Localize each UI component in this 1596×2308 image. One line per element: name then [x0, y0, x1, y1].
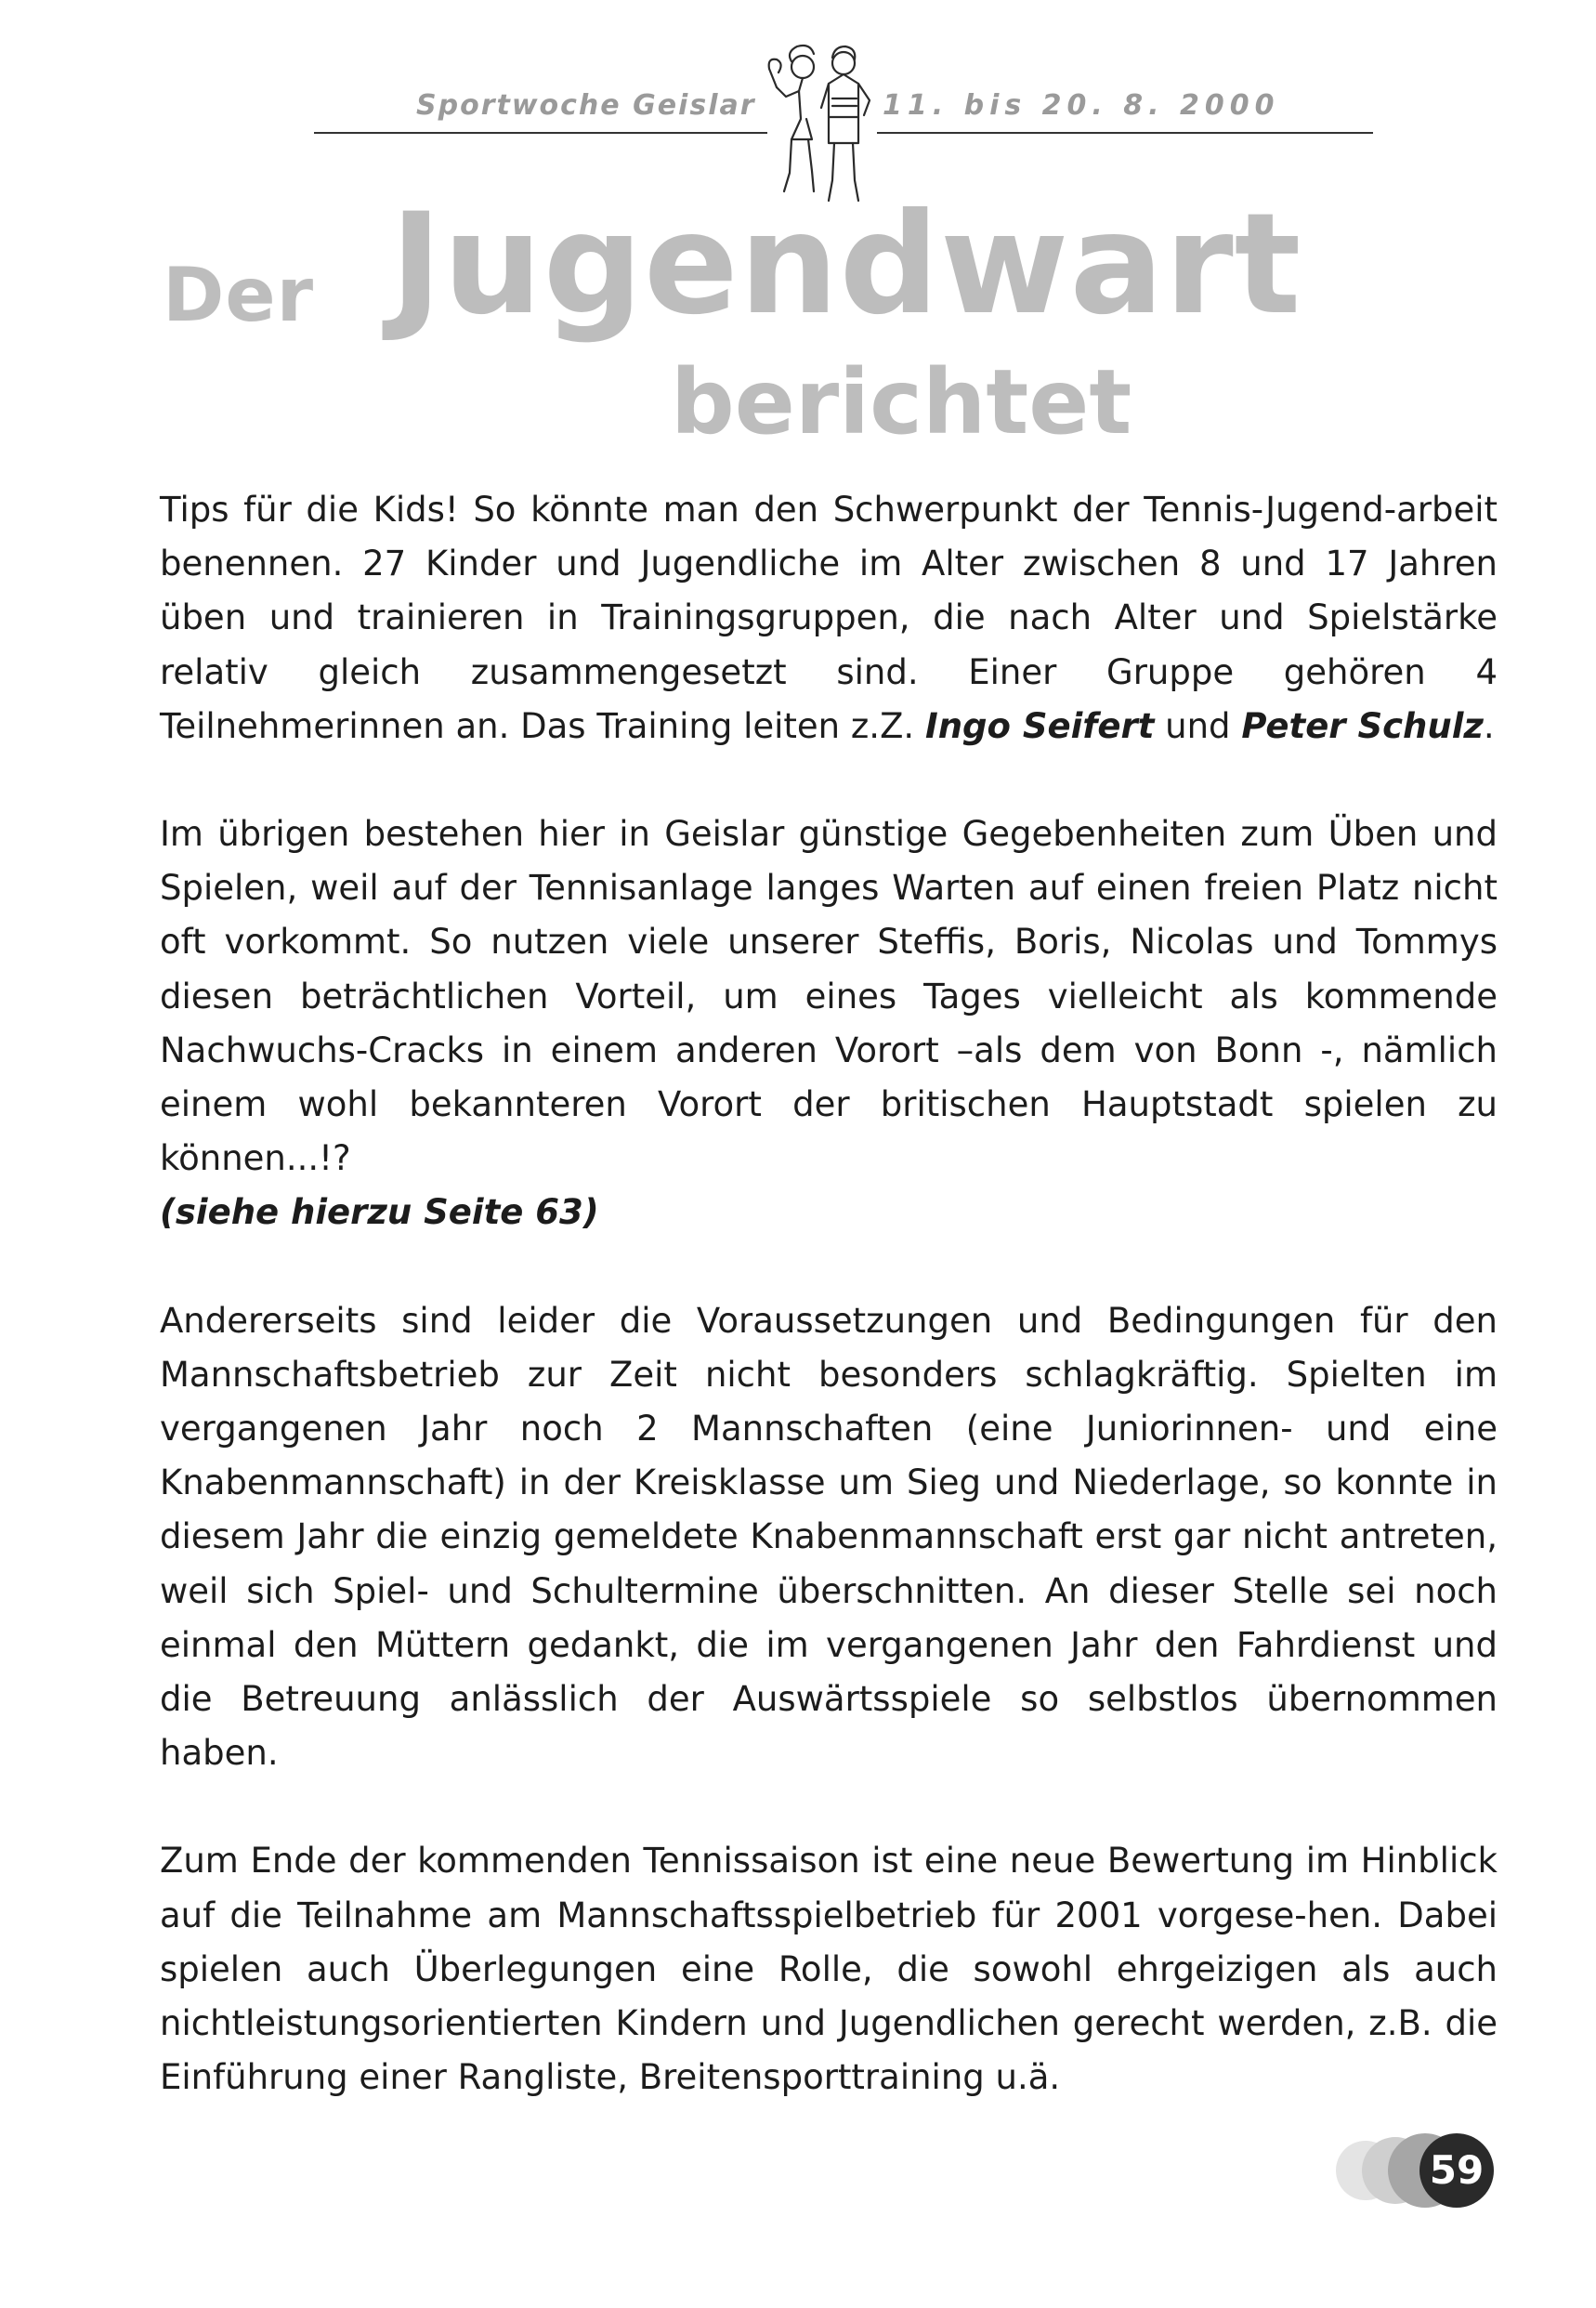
page-reference: (siehe hierzu Seite 63) — [160, 1192, 599, 1233]
page-number-badge-icon — [1328, 2126, 1505, 2215]
page-number-badge — [1328, 2126, 1505, 2215]
paragraph-conditions: Im übrigen bestehen hier in Geislar günstige Gegebenheiten zum Üben und Spielen, weil auf der Tennisanlage langes Warten auf einen freien Platz nicht oft vorkommt. So nutzen viele unserer Steffis, Boris, Nicolas und Tommys diesen beträchtlichen Vorteil, um eines Tages vielleicht als kommende Nachwuchs-Cracks in einem anderen Vorort –als dem von Bonn -, nämlich einem wohl bekannteren Vorort der britischen Hauptstadt spielen zu können...!? — [160, 814, 1498, 1179]
conjunction-text: und — [1154, 705, 1242, 746]
paragraph-outlook: Zum Ende der kommenden Tennissaison ist eine neue Bewertung im Hinblick auf die Teilnahme am Mannschaftsspielbetrieb für 2001 vorgese-hen. Dabei spielen auch Überlegungen eine Rolle, die sowohl ehrgeizigen als auch nichtleistungsorientierten Kindern und Jugendlichen gerecht werden, z.B. die Einführung einer Rangliste, Breitensporttraining u.ä. — [160, 1841, 1498, 2098]
sentence-end: . — [1483, 705, 1495, 746]
running-header — [314, 84, 1373, 136]
page-number-text: 59 — [1429, 2147, 1485, 2193]
header-event-dates: 11. bis 20. 8. 2000 — [883, 89, 1280, 122]
trainer-name-2: Peter Schulz — [1241, 705, 1484, 746]
paragraph-intro — [160, 483, 1498, 754]
header-event-name: Sportwoche Geislar — [416, 89, 756, 122]
paragraph-intro-text: Tips für die Kids! So könnte man den Schwerpunkt der Tennis-Jugend-arbeit benennen. 27 Kinder und Jugendliche im Alter zwischen 8 und 17 Jahren üben und trainieren in Trainingsgruppen, die nach Alter und Spielstärke relativ gleich zusammengesetzt sind. Einer Gruppe gehören 4 Teilnehmerinnen an. Das Training leiten z.Z. — [160, 490, 1498, 746]
paragraph-teams: Andererseits sind leider die Voraussetzungen und Bedingungen für den Mannschaftsbetrieb zur Zeit nicht besonders schlagkräftig. Spielten im vergangenen Jahr noch 2 Mannschaften (eine Juniorinnen- und eine Knabenmannschaft) in der Kreisklasse um Sieg und Niederlage, so konnte in diesem Jahr die einzig gemeldete Knabenmannschaft erst gar nicht antreten, weil sich Spiel- und Schultermine überschnitten. An dieser Stelle sei noch einmal den Müttern gedankt, die im vergangenen Jahr den Fahrdienst und die Betreuung anlässlich der Auswärtsspiele so selbstlos übernommen haben. — [160, 1300, 1498, 1774]
trainer-name-1: Ingo Seifert — [924, 705, 1155, 746]
paragraph-reference — [160, 1186, 1498, 1239]
title-word-jugendwart: Jugendwart — [390, 184, 1302, 346]
title-word-der: Der — [163, 252, 315, 338]
article-body — [160, 483, 1498, 2158]
title-word-berichtet: berichtet — [671, 350, 1132, 454]
